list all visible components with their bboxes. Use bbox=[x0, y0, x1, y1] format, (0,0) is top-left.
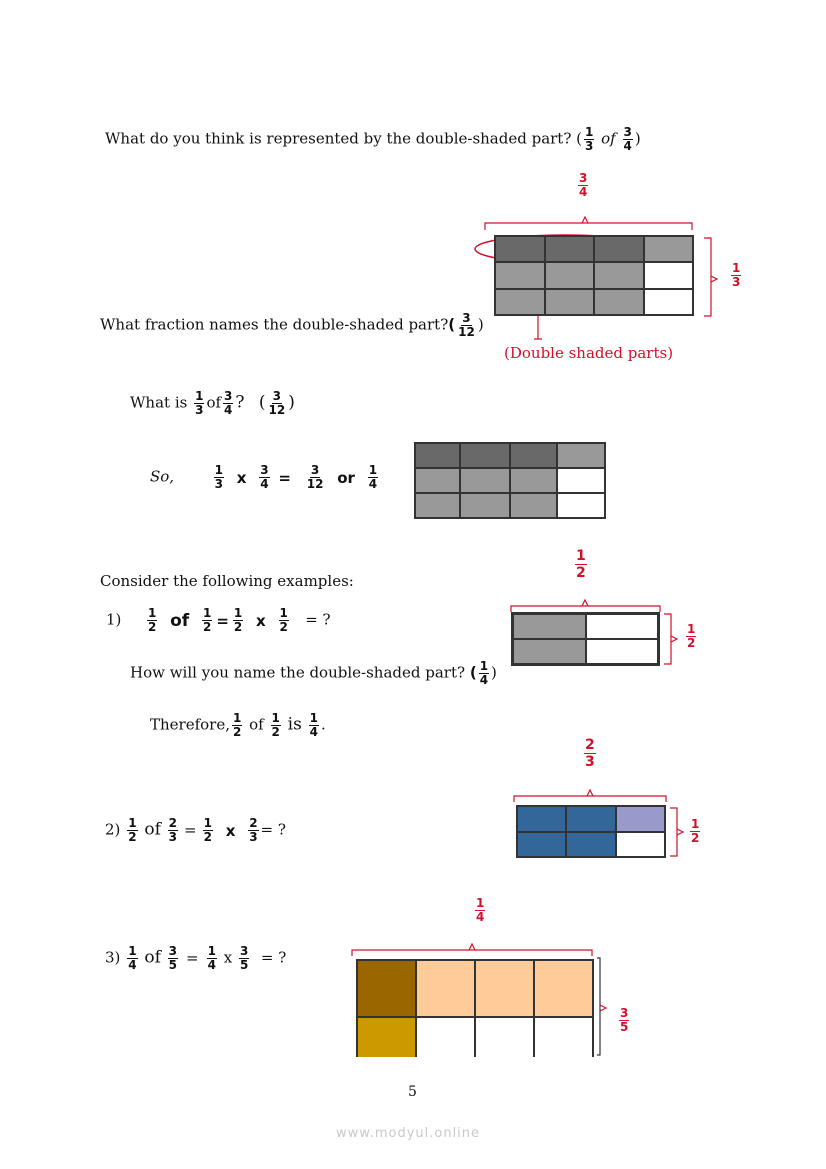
diagram2-grid bbox=[414, 442, 606, 519]
ex1-question: How will you name the double-shaded part? ( $\frac{1}{4}$ ) bbox=[130, 659, 497, 687]
question-3: What is $\frac{1}{3}$ of $\frac{3}{4}$ ? ( $\frac{3}{12}$ ) bbox=[130, 389, 295, 417]
question-2: What fraction names the double-shaded part?( $\frac{3}{12}$ ) bbox=[100, 311, 484, 339]
diagram1-grid bbox=[494, 235, 694, 316]
page-number: 5 bbox=[408, 1084, 417, 1100]
ex3-side-fraction: $\frac{3}{5}$ bbox=[620, 1006, 629, 1034]
diagram1-top-fraction: $\frac{3}{4}$ bbox=[579, 171, 588, 199]
ex3-grid bbox=[356, 959, 594, 1057]
so-equation: So, $\frac{1}{3}$ x $\frac{3}{4}$ = $\frac{3}{12}$ or $\frac{1}{4}$ bbox=[150, 463, 378, 491]
ex2-equation: 2) $\frac{1}{2}$ of $\frac{2}{3}$ = $\frac{1}{2}$ x $\frac{2}{3}$ = ? bbox=[105, 816, 286, 844]
ex1-grid bbox=[511, 612, 660, 666]
ex2-grid bbox=[516, 805, 666, 858]
diagram1-label: (Double shaded parts) bbox=[504, 344, 674, 362]
ex1-therefore: Therefore, $\frac{1}{2}$ of $\frac{1}{2}$ is $\frac{1}{4}$ . bbox=[150, 711, 326, 739]
question-1: What do you think is represented by the double-shaded part? ( $\frac{1}{3}$ of $\frac{3}{4}$ ) bbox=[105, 125, 641, 153]
footer-watermark: www.modyul.online bbox=[336, 1126, 481, 1141]
diagram1-side-fraction: $\frac{1}{3}$ bbox=[732, 261, 741, 289]
ex2-top-fraction: $\frac{2}{3}$ bbox=[585, 737, 595, 770]
consider-heading: Consider the following examples: bbox=[100, 572, 354, 590]
ex2-side-fraction: $\frac{1}{2}$ bbox=[691, 817, 700, 845]
fraction: $\frac{3}{4}$ bbox=[623, 125, 632, 153]
fraction: $\frac{3}{12}$ bbox=[458, 311, 475, 339]
ex1-side-fraction: $\frac{1}{2}$ bbox=[687, 622, 696, 650]
ex3-top-fraction: $\frac{1}{4}$ bbox=[476, 896, 485, 924]
ex3-equation: 3) $\frac{1}{4}$ of $\frac{3}{5}$ = $\frac{1}{4}$ x $\frac{3}{5}$ = ? bbox=[105, 944, 287, 972]
ex1-top-fraction: $\frac{1}{2}$ bbox=[576, 548, 586, 581]
fraction: $\frac{1}{3}$ bbox=[585, 125, 594, 153]
ex1-equation: 1) $\frac{1}{2}$ of $\frac{1}{2}$ = $\frac{1}{2}$ x $\frac{1}{2}$ = ? bbox=[106, 606, 331, 634]
